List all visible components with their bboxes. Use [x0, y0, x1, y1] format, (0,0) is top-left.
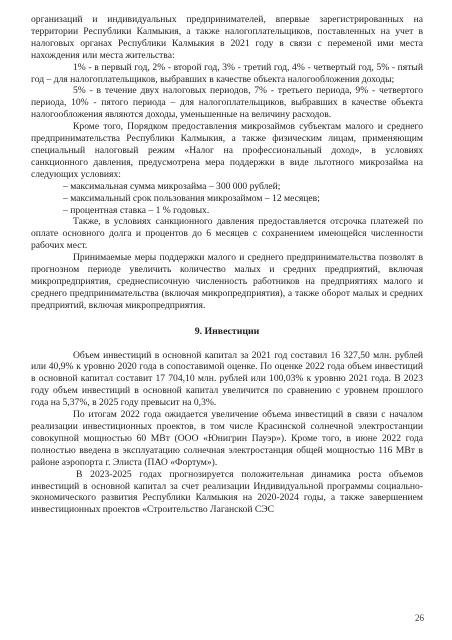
paragraph-support-measures: Принимаемые меры поддержки малого и среднего предпринимательства позволят в прогнозном периоде увеличить количество малых и средних предприятий, включая микропредприятия, среднесписочную численность работников на предприятиях малого и среднего предпринимательства (включая микропредприятия), а также оборот малых и средних предприятий, включая микропредприятия. [31, 252, 423, 311]
paragraph-investment-projects-2022: По итогам 2022 года ожидается увеличение объема инвестиций в связи с началом реализации инвестиционных проектов, в том числе Красинской солнечной электростанции совокупной мощностью 60 МВт (ООО «Юнигрин Пауэр»). Кроме того, в июне 2022 года полностью введена в эксплуатацию солнечная электростанция общей мощностью 116 МВт в районе аэропорта г. Элиста (ПАО «Фортум»). [31, 409, 423, 468]
list-item-max-term: – максимальный срок пользования микрозаймом – 12 месяцев; [63, 192, 320, 204]
page-number: 26 [415, 613, 424, 623]
section-heading-investments: 9. Инвестиции [194, 325, 260, 337]
paragraph-payment-deferral: Также, в условиях санкционного давления предоставляется отсрочка платежей по оплате основного долга и процентов до 6 месяцев с сохранением имеющейся численности рабочих мест. [31, 216, 423, 252]
paragraph-investment-volume: Объем инвестиций в основной капитал за 2021 год составил 16 327,50 млн. рублей или 40,9% к уровню 2020 года в сопоставимой оценке. По оценке 2022 года объем инвестиций в основной капитал составит 17 704,10 млн. рублей или 100,03% к уровню 2021 года. В 2023 году объем инвестиций в основной капитал увеличится по сравнению с уровнем прошлого года на 5,37%, в 2025 году превысит на 0,3%. [31, 349, 423, 409]
list-item-max-amount: – максимальная сумма микрозайма – 300 000 рублей; [63, 180, 281, 192]
document-page [31, 14, 423, 516]
list-item-interest-rate: – процентная ставка – 1 % годовых. [63, 204, 210, 216]
paragraph-intro-continuation: организаций и индивидуальных предпринимателей, впервые зарегистрированных на территории Республики Калмыкия, а также налогоплательщиков, поставленных на учет в налоговых органах Республики Калмыкия в 2021 году в связи с переменой ими места нахождения или места жительства: [31, 14, 423, 61]
paragraph-tax-rates-income: 1% - в первый год, 2% - второй год, 3% - третий год, 4% - четвертый год, 5% - пятый год – для налогоплательщиков, выбравших в качестве объекта налогообложения доходы; [31, 61, 423, 85]
paragraph-microloan-procedure: Кроме того, Порядком предоставления микрозаймов субъектам малого и среднего предпринимательства Республики Калмыкия, а также физическим лицам, применяющим специальный налоговый режим «Налог на профессиональный доход», в условиях санкционного давления, предусмотрена мера поддержки в виде льготного микрозайма на следующих условиях: [31, 121, 423, 180]
paragraph-investment-forecast: В 2023-2025 годах прогнозируется положительная динамика роста объемов инвестиций в основной капитал за счет реализации Индивидуальной программы социально-экономического развития Республики Калмыкия на 2020-2024 годы, а также завершением инвестиционных проектов «Строительство Лаганской СЭС [31, 468, 423, 516]
paragraph-tax-rates-income-minus-expenses: 5% - в течение двух налоговых периодов, 7% - третьего периода, 9% - четвертого периода, 10% - пятого периода – для налогоплательщиков, выбравших в качестве объекта налогообложения являются доходы, уменьшенные на величину расходов. [31, 85, 423, 121]
